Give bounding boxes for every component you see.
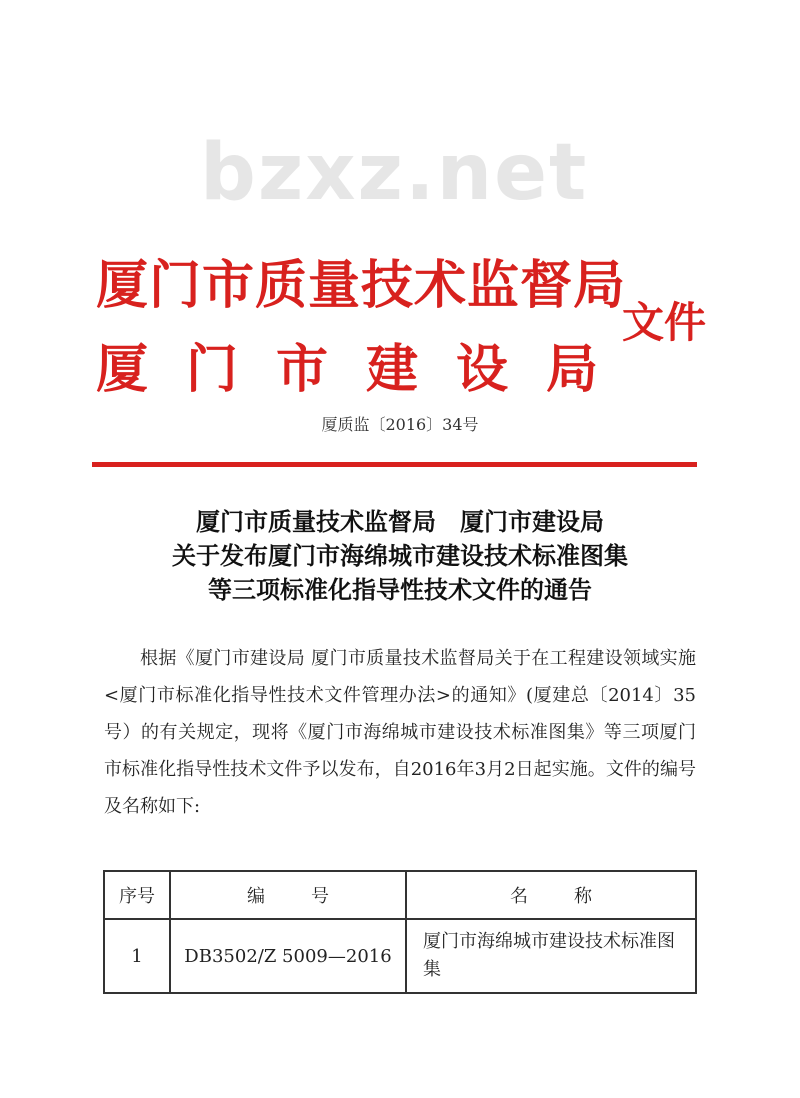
notice-title bbox=[0, 505, 800, 607]
notice-title-line-2: 关于发布厦门市海绵城市建设技术标准图集 bbox=[172, 542, 628, 570]
row-name: 厦门市海绵城市建设技术标准图集 bbox=[406, 919, 696, 993]
row-code: DB3502/Z 5009—2016 bbox=[170, 919, 406, 993]
table-header-row bbox=[104, 871, 696, 919]
table-row bbox=[104, 919, 696, 993]
watermark: bzxz.net bbox=[200, 128, 589, 218]
row-index: 1 bbox=[104, 919, 170, 993]
header-code: 编号 bbox=[247, 886, 375, 907]
notice-title-line-1: 厦门市质量技术监督局 厦门市建设局 bbox=[196, 508, 604, 536]
issuer-name-1: 厦门市质量技术监督局 bbox=[96, 256, 627, 316]
document-number: 厦质监〔2016〕34号 bbox=[321, 415, 479, 434]
notice-body bbox=[104, 640, 696, 825]
red-divider bbox=[92, 462, 697, 467]
header-name: 名称 bbox=[510, 886, 638, 907]
header-index: 序号 bbox=[104, 871, 170, 919]
notice-title-line-3: 等三项标准化指导性技术文件的通告 bbox=[208, 576, 592, 604]
body-paragraph: 根据《厦门市建设局 厦门市质量技术监督局关于在工程建设领域实施<厦门市标准化指导性技术文件管理办法>的通知》(厦建总〔2014〕35号）的有关规定，现将《厦门市海绵城市建设技术标准图集》等三项厦门市标准化指导性技术文件予以发布，自2016年3月2日起实施。文件的编号及名称如下: bbox=[104, 648, 696, 817]
issuer-name-2: 厦门市建设局 bbox=[96, 340, 637, 400]
document-suffix: 文件 bbox=[622, 298, 707, 347]
standards-table bbox=[103, 870, 697, 994]
